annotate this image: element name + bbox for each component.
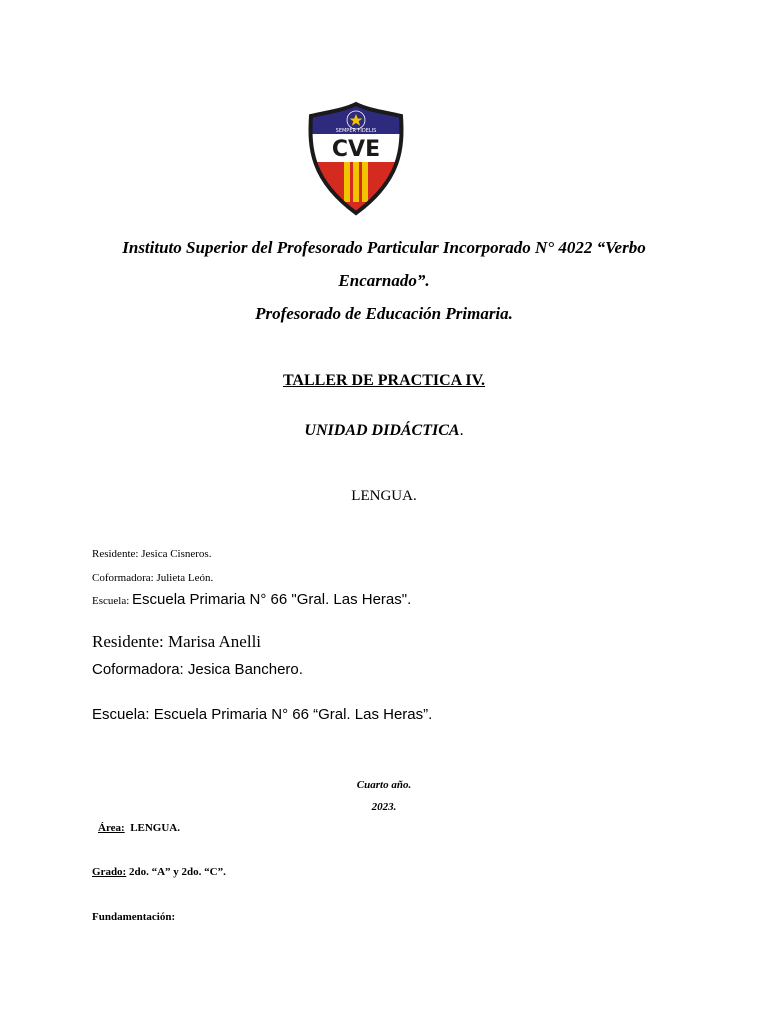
institute-name-line1: Instituto Superior del Profesorado Particular Incorporado N° 4022 “Verbo	[122, 238, 646, 257]
area-line	[98, 822, 180, 834]
coformer-line-2	[92, 661, 303, 678]
coformer-value: Jesica Banchero	[187, 661, 299, 678]
year: 2023.	[371, 801, 397, 813]
coformer-line-1	[92, 572, 213, 584]
subject-title: LENGUA.	[351, 488, 417, 504]
resident-label: Residente:	[92, 548, 142, 560]
logo-letters: CVE	[331, 137, 381, 162]
resident-value: Marisa Anelli	[168, 632, 262, 651]
area-label: Área:	[98, 822, 125, 834]
program-name: Profesorado de Educación Primaria.	[255, 304, 513, 323]
coformer-value: Julieta León.	[156, 572, 214, 584]
resident-label: Residente:	[92, 632, 169, 651]
grade-value: 2do. “A” y 2do. “C”.	[128, 866, 226, 878]
school-label: Escuela:	[92, 595, 133, 607]
school-line-2	[92, 706, 432, 723]
unit-title	[0, 422, 768, 440]
coformer-end: .	[298, 661, 303, 678]
coformer-label: Coformadora:	[92, 661, 188, 678]
resident-value: Jesica Cisneros.	[141, 548, 212, 560]
resident-line-1	[92, 548, 211, 560]
course-year: Cuarto año.	[356, 779, 412, 791]
stripe-icon	[362, 162, 368, 202]
school-label: Escuela:	[92, 706, 154, 723]
stripe-icon	[353, 162, 359, 202]
school-line-1	[92, 591, 411, 609]
unit-text: UNIDAD DIDÁCTICA	[304, 422, 460, 439]
coformer-label: Coformadora:	[92, 572, 157, 584]
school-value: Escuela Primaria N° 66 “Gral. Las Heras”.	[153, 706, 433, 723]
school-crest-logo	[306, 100, 406, 217]
area-value: LENGUA.	[130, 822, 180, 834]
fundamentacion-heading: Fundamentación:	[92, 911, 176, 923]
grade-line	[92, 866, 226, 878]
school-value: Escuela Primaria N° 66 "Gral. Las Heras".	[132, 591, 412, 608]
workshop-title: TALLER DE PRACTICA IV.	[282, 372, 486, 389]
motto-text: SEMPER FIDELIS	[335, 128, 377, 134]
stripe-icon	[344, 162, 350, 202]
grade-label: Grado:	[92, 866, 127, 878]
resident-line-2	[92, 632, 261, 652]
institute-name-line2: Encarnado”.	[338, 271, 430, 290]
unit-dot: .	[459, 422, 464, 439]
